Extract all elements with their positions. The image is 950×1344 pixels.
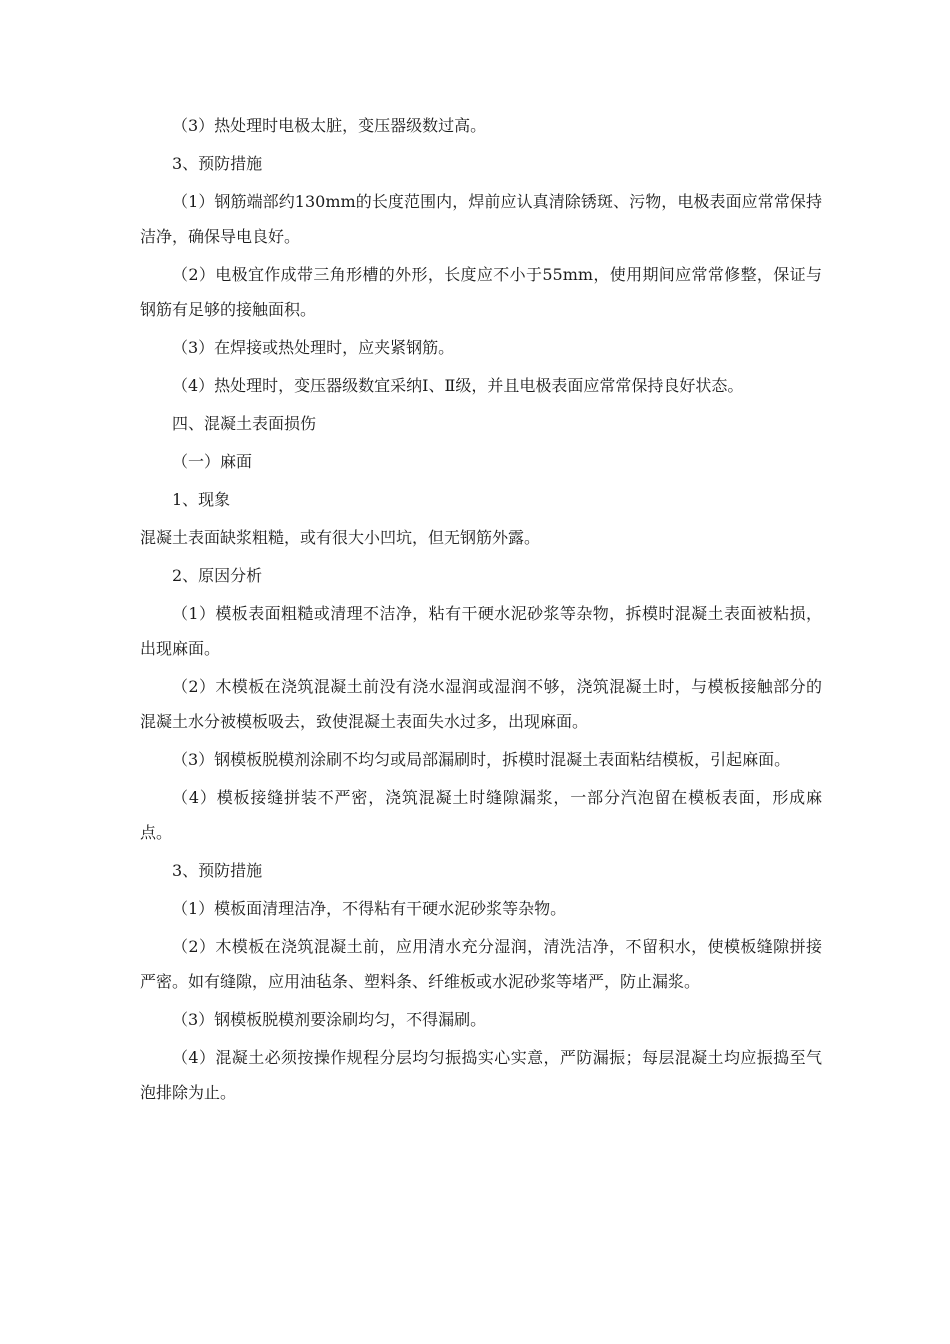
- paragraph: （4）热处理时，变压器级数宜采纳Ⅰ、Ⅱ级，并且电极表面应常常保持良好状态。: [172, 376, 744, 395]
- paragraph: （4）混凝土必须按操作规程分层均匀振捣实心实意，严防漏振；每层混凝土均应振捣至气泡排除为止。: [140, 1048, 822, 1102]
- paragraph: （4）模板接缝拼装不严密，浇筑混凝土时缝隙漏浆，一部分汽泡留在模板表面，形成麻点。: [140, 788, 822, 842]
- paragraph: （1）模板面清理洁净，不得粘有干硬水泥砂浆等杂物。: [172, 899, 567, 918]
- paragraph: （3）在焊接或热处理时，应夹紧钢筋。: [172, 338, 455, 357]
- paragraph: （2）木模板在浇筑混凝土前，应用清水充分湿润，清洗洁净，不留积水，使模板缝隙拼接严密。如有缝隙，应用油毡条、塑料条、纤维板或水泥砂浆等堵严，防止漏浆。: [140, 937, 822, 991]
- paragraph: （1）钢筋端部约130mm的长度范围内，焊前应认真清除锈斑、污物，电极表面应常常保持洁净，确保导电良好。: [140, 192, 822, 246]
- paragraph: （3）钢模板脱模剂涂刷不均匀或局部漏刷时，拆模时混凝土表面粘结模板，引起麻面。: [172, 750, 791, 769]
- paragraph: （1）模板表面粗糙或清理不洁净，粘有干硬水泥砂浆等杂物，拆模时混凝土表面被粘损，出现麻面。: [140, 604, 822, 658]
- paragraph: （3）钢模板脱模剂要涂刷均匀，不得漏刷。: [172, 1010, 487, 1029]
- paragraph: （3）热处理时电极太脏，变压器级数过高。: [172, 116, 487, 135]
- chapter-heading: 四、混凝土表面损伤: [172, 414, 317, 433]
- paragraph: 混凝土表面缺浆粗糙，或有很大小凹坑，但无钢筋外露。: [140, 528, 541, 547]
- subsection-heading: （一）麻面: [172, 452, 253, 471]
- paragraph: （2）木模板在浇筑混凝土前没有浇水湿润或湿润不够，浇筑混凝土时，与模板接触部分的混凝土水分被模板吸去，致使混凝土表面失水过多，出现麻面。: [140, 677, 822, 731]
- section-heading: 3、预防措施: [172, 861, 263, 880]
- section-heading: 3、预防措施: [172, 154, 263, 173]
- paragraph: （2）电极宜作成带三角形槽的外形，长度应不小于55mm，使用期间应常常修整，保证与钢筋有足够的接触面积。: [140, 265, 822, 319]
- section-heading: 1、现象: [172, 490, 231, 509]
- section-heading: 2、原因分析: [172, 566, 263, 585]
- document-body: [140, 108, 822, 1113]
